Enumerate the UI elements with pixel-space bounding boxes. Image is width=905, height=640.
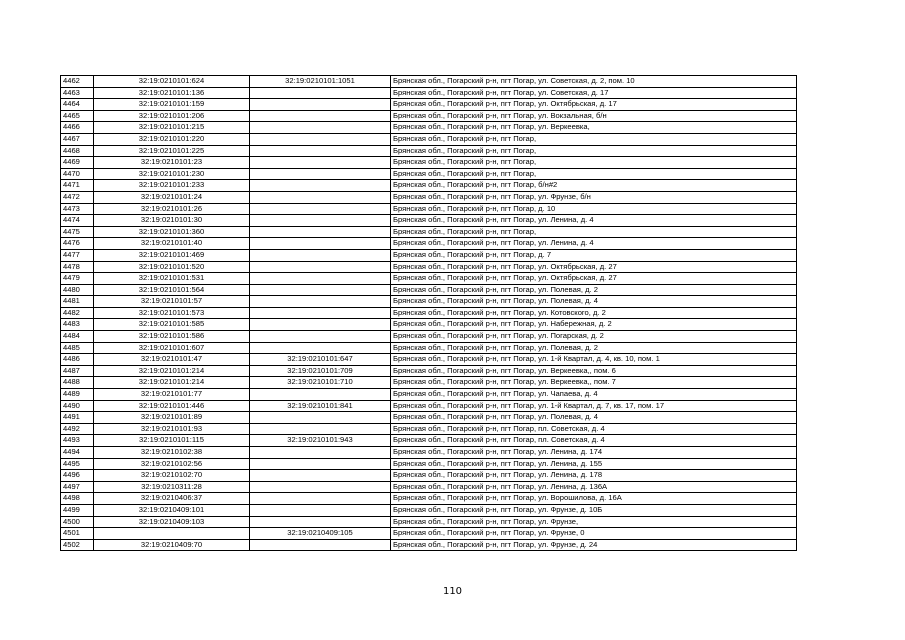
address-cell: Брянская обл., Погарский р-н, пгт Погар, ул. 1-й Квартал, д. 4, кв. 10, пом. 1 (391, 354, 797, 366)
row-number-cell: 4499 (61, 504, 94, 516)
row-number-cell: 4482 (61, 307, 94, 319)
cadastral-number-cell: 32:19:0210409:70 (94, 539, 250, 551)
table-row (61, 331, 797, 343)
object-number-cell (250, 226, 391, 238)
object-number-cell (250, 273, 391, 285)
table-row (61, 191, 797, 203)
object-number-cell (250, 110, 391, 122)
address-cell: Брянская обл., Погарский р-н, пгт Погар, ул. 1-й Квартал, д. 7, кв. 17, пом. 17 (391, 400, 797, 412)
row-number-cell: 4467 (61, 133, 94, 145)
row-number-cell: 4502 (61, 539, 94, 551)
cadastral-number-cell: 32:19:0210101:77 (94, 389, 250, 401)
cadastral-number-cell: 32:19:0210101:47 (94, 354, 250, 366)
object-number-cell (250, 307, 391, 319)
row-number-cell: 4490 (61, 400, 94, 412)
object-number-cell (250, 87, 391, 99)
row-number-cell: 4473 (61, 203, 94, 215)
address-cell: Брянская обл., Погарский р-н, пгт Погар, ул. Фрунзе, (391, 516, 797, 528)
cadastral-number-cell: 32:19:0210101:115 (94, 435, 250, 447)
cadastral-number-cell: 32:19:0210101:215 (94, 122, 250, 134)
address-cell: Брянская обл., Погарский р-н, пгт Погар, пл. Советская, д. 4 (391, 423, 797, 435)
table-row (61, 354, 797, 366)
object-number-cell (250, 249, 391, 261)
row-number-cell: 4470 (61, 168, 94, 180)
address-cell: Брянская обл., Погарский р-н, пгт Погар, пл. Советская, д. 4 (391, 435, 797, 447)
address-cell: Брянская обл., Погарский р-н, пгт Погар, ул. Вокзальная, б/н (391, 110, 797, 122)
table-row (61, 238, 797, 250)
table-row (61, 261, 797, 273)
object-number-cell (250, 458, 391, 470)
cadastral-number-cell: 32:19:0210101:93 (94, 423, 250, 435)
cadastral-number-cell: 32:19:0210101:57 (94, 296, 250, 308)
cadastral-number-cell: 32:19:0210101:30 (94, 215, 250, 227)
table-row (61, 76, 797, 88)
address-cell: Брянская обл., Погарский р-н, пгт Погар, ул. Ленина, д. 4 (391, 215, 797, 227)
row-number-cell: 4475 (61, 226, 94, 238)
table-row (61, 516, 797, 528)
address-cell: Брянская обл., Погарский р-н, пгт Погар, ул. Полевая, д. 2 (391, 342, 797, 354)
object-number-cell (250, 296, 391, 308)
row-number-cell: 4466 (61, 122, 94, 134)
object-number-cell (250, 331, 391, 343)
object-number-cell (250, 133, 391, 145)
table-row (61, 157, 797, 169)
object-number-cell (250, 504, 391, 516)
address-cell: Брянская обл., Погарский р-н, пгт Погар, ул. Веркеевка,, пом. 7 (391, 377, 797, 389)
object-number-cell (250, 261, 391, 273)
address-cell: Брянская обл., Погарский р-н, пгт Погар, ул. Ленина, д. 174 (391, 447, 797, 459)
table-row (61, 412, 797, 424)
address-cell: Брянская обл., Погарский р-н, пгт Погар, б/н#2 (391, 180, 797, 192)
table-row (61, 539, 797, 551)
address-cell: Брянская обл., Погарский р-н, пгт Погар, (391, 226, 797, 238)
table-row (61, 377, 797, 389)
address-cell: Брянская обл., Погарский р-н, пгт Погар, ул. Октябрьская, д. 27 (391, 261, 797, 273)
table-row (61, 470, 797, 482)
cadastral-number-cell: 32:19:0210101:585 (94, 319, 250, 331)
address-cell: Брянская обл., Погарский р-н, пгт Погар, ул. Ленина, д. 155 (391, 458, 797, 470)
table-row (61, 249, 797, 261)
object-number-cell (250, 284, 391, 296)
table-row (61, 215, 797, 227)
address-cell: Брянская обл., Погарский р-н, пгт Погар, ул. Погарская, д. 2 (391, 331, 797, 343)
cadastral-number-cell: 32:19:0210101:136 (94, 87, 250, 99)
address-cell: Брянская обл., Погарский р-н, пгт Погар, ул. Чапаева, д. 4 (391, 389, 797, 401)
object-number-cell (250, 238, 391, 250)
object-number-cell (250, 215, 391, 227)
cadastral-number-cell: 32:19:0210101:624 (94, 76, 250, 88)
cadastral-number-cell: 32:19:0210409:103 (94, 516, 250, 528)
object-number-cell: 32:19:0210101:943 (250, 435, 391, 447)
row-number-cell: 4469 (61, 157, 94, 169)
address-cell: Брянская обл., Погарский р-н, пгт Погар, (391, 157, 797, 169)
object-number-cell: 32:19:0210101:647 (250, 354, 391, 366)
object-number-cell (250, 447, 391, 459)
cadastral-number-cell: 32:19:0210102:70 (94, 470, 250, 482)
property-register-table (60, 75, 797, 551)
cadastral-number-cell: 32:19:0210101:40 (94, 238, 250, 250)
table-row (61, 110, 797, 122)
row-number-cell: 4478 (61, 261, 94, 273)
object-number-cell (250, 145, 391, 157)
cadastral-number-cell (94, 528, 250, 540)
cadastral-number-cell: 32:19:0210101:360 (94, 226, 250, 238)
object-number-cell (250, 168, 391, 180)
table-row (61, 273, 797, 285)
address-cell: Брянская обл., Погарский р-н, пгт Погар, д. 10 (391, 203, 797, 215)
page-number: 110 (442, 586, 463, 597)
cadastral-number-cell: 32:19:0210406:37 (94, 493, 250, 505)
table-row (61, 319, 797, 331)
object-number-cell (250, 539, 391, 551)
object-number-cell (250, 157, 391, 169)
cadastral-number-cell: 32:19:0210101:564 (94, 284, 250, 296)
table-row (61, 365, 797, 377)
row-number-cell: 4493 (61, 435, 94, 447)
row-number-cell: 4477 (61, 249, 94, 261)
address-cell: Брянская обл., Погарский р-н, пгт Погар, ул. Веркеевка, (391, 122, 797, 134)
cadastral-number-cell: 32:19:0210311:28 (94, 481, 250, 493)
row-number-cell: 4491 (61, 412, 94, 424)
row-number-cell: 4496 (61, 470, 94, 482)
cadastral-number-cell: 32:19:0210101:206 (94, 110, 250, 122)
table-row (61, 481, 797, 493)
table-row (61, 504, 797, 516)
cadastral-number-cell: 32:19:0210101:586 (94, 331, 250, 343)
cadastral-number-cell: 32:19:0210101:233 (94, 180, 250, 192)
table-row (61, 296, 797, 308)
table-row (61, 389, 797, 401)
object-number-cell (250, 516, 391, 528)
object-number-cell (250, 191, 391, 203)
cadastral-number-cell: 32:19:0210101:26 (94, 203, 250, 215)
table-row (61, 145, 797, 157)
row-number-cell: 4476 (61, 238, 94, 250)
table-row (61, 423, 797, 435)
cadastral-number-cell: 32:19:0210101:220 (94, 133, 250, 145)
cadastral-number-cell: 32:19:0210101:446 (94, 400, 250, 412)
address-cell: Брянская обл., Погарский р-н, пгт Погар, ул. Фрунзе, 0 (391, 528, 797, 540)
address-cell: Брянская обл., Погарский р-н, пгт Погар, (391, 168, 797, 180)
table-row (61, 180, 797, 192)
object-number-cell (250, 99, 391, 111)
row-number-cell: 4497 (61, 481, 94, 493)
table-row (61, 307, 797, 319)
row-number-cell: 4488 (61, 377, 94, 389)
table-row (61, 122, 797, 134)
row-number-cell: 4495 (61, 458, 94, 470)
table-row (61, 493, 797, 505)
object-number-cell (250, 470, 391, 482)
row-number-cell: 4498 (61, 493, 94, 505)
table-row (61, 435, 797, 447)
row-number-cell: 4492 (61, 423, 94, 435)
address-cell: Брянская обл., Погарский р-н, пгт Погар, (391, 145, 797, 157)
row-number-cell: 4471 (61, 180, 94, 192)
table-row (61, 458, 797, 470)
address-cell: Брянская обл., Погарский р-н, пгт Погар, ул. Октябрьская, д. 27 (391, 273, 797, 285)
address-cell: Брянская обл., Погарский р-н, пгт Погар, ул. Ленина, д. 178 (391, 470, 797, 482)
table-row (61, 400, 797, 412)
cadastral-number-cell: 32:19:0210101:607 (94, 342, 250, 354)
address-cell: Брянская обл., Погарский р-н, пгт Погар, д. 7 (391, 249, 797, 261)
row-number-cell: 4480 (61, 284, 94, 296)
row-number-cell: 4468 (61, 145, 94, 157)
table-body (61, 76, 797, 551)
address-cell: Брянская обл., Погарский р-н, пгт Погар, (391, 133, 797, 145)
address-cell: Брянская обл., Погарский р-н, пгт Погар, ул. Октябрьская, д. 17 (391, 99, 797, 111)
object-number-cell (250, 412, 391, 424)
object-number-cell (250, 122, 391, 134)
cadastral-number-cell: 32:19:0210102:38 (94, 447, 250, 459)
table-row (61, 226, 797, 238)
address-cell: Брянская обл., Погарский р-н, пгт Погар, ул. Полевая, д. 2 (391, 284, 797, 296)
row-number-cell: 4494 (61, 447, 94, 459)
address-cell: Брянская обл., Погарский р-н, пгт Погар, ул. Котовского, д. 2 (391, 307, 797, 319)
row-number-cell: 4487 (61, 365, 94, 377)
table-row (61, 447, 797, 459)
row-number-cell: 4479 (61, 273, 94, 285)
address-cell: Брянская обл., Погарский р-н, пгт Погар, ул. Полевая, д. 4 (391, 412, 797, 424)
table-row (61, 87, 797, 99)
cadastral-number-cell: 32:19:0210101:573 (94, 307, 250, 319)
table-row (61, 284, 797, 296)
row-number-cell: 4463 (61, 87, 94, 99)
address-cell: Брянская обл., Погарский р-н, пгт Погар, ул. Советская, д. 17 (391, 87, 797, 99)
object-number-cell (250, 180, 391, 192)
cadastral-number-cell: 32:19:0210101:469 (94, 249, 250, 261)
row-number-cell: 4462 (61, 76, 94, 88)
cadastral-number-cell: 32:19:0210101:214 (94, 377, 250, 389)
row-number-cell: 4481 (61, 296, 94, 308)
address-cell: Брянская обл., Погарский р-н, пгт Погар, ул. Ленина, д. 4 (391, 238, 797, 250)
cadastral-number-cell: 32:19:0210101:225 (94, 145, 250, 157)
object-number-cell: 32:19:0210101:709 (250, 365, 391, 377)
table-row (61, 342, 797, 354)
address-cell: Брянская обл., Погарский р-н, пгт Погар, ул. Полевая, д. 4 (391, 296, 797, 308)
table-row (61, 528, 797, 540)
row-number-cell: 4483 (61, 319, 94, 331)
row-number-cell: 4472 (61, 191, 94, 203)
row-number-cell: 4501 (61, 528, 94, 540)
row-number-cell: 4486 (61, 354, 94, 366)
cadastral-number-cell: 32:19:0210101:520 (94, 261, 250, 273)
cadastral-number-cell: 32:19:0210409:101 (94, 504, 250, 516)
row-number-cell: 4485 (61, 342, 94, 354)
row-number-cell: 4465 (61, 110, 94, 122)
address-cell: Брянская обл., Погарский р-н, пгт Погар, ул. Советская, д. 2, пом. 10 (391, 76, 797, 88)
object-number-cell: 32:19:0210101:710 (250, 377, 391, 389)
object-number-cell (250, 319, 391, 331)
address-cell: Брянская обл., Погарский р-н, пгт Погар, ул. Фрунзе, д. 10Б (391, 504, 797, 516)
table-row (61, 99, 797, 111)
address-cell: Брянская обл., Погарский р-н, пгт Погар, ул. Фрунзе, б/н (391, 191, 797, 203)
table-row (61, 133, 797, 145)
row-number-cell: 4464 (61, 99, 94, 111)
table-row (61, 203, 797, 215)
object-number-cell (250, 389, 391, 401)
object-number-cell (250, 493, 391, 505)
object-number-cell (250, 481, 391, 493)
object-number-cell: 32:19:0210101:1051 (250, 76, 391, 88)
cadastral-number-cell: 32:19:0210101:89 (94, 412, 250, 424)
cadastral-number-cell: 32:19:0210101:23 (94, 157, 250, 169)
cadastral-number-cell: 32:19:0210101:214 (94, 365, 250, 377)
row-number-cell: 4484 (61, 331, 94, 343)
cadastral-number-cell: 32:19:0210102:56 (94, 458, 250, 470)
address-cell: Брянская обл., Погарский р-н, пгт Погар, ул. Фрунзе, д. 24 (391, 539, 797, 551)
cadastral-number-cell: 32:19:0210101:230 (94, 168, 250, 180)
row-number-cell: 4489 (61, 389, 94, 401)
object-number-cell (250, 342, 391, 354)
object-number-cell (250, 423, 391, 435)
address-cell: Брянская обл., Погарский р-н, пгт Погар, ул. Набережная, д. 2 (391, 319, 797, 331)
address-cell: Брянская обл., Погарский р-н, пгт Погар, ул. Веркеевка,, пом. 6 (391, 365, 797, 377)
object-number-cell: 32:19:0210101:841 (250, 400, 391, 412)
row-number-cell: 4500 (61, 516, 94, 528)
object-number-cell (250, 203, 391, 215)
object-number-cell: 32:19:0210409:105 (250, 528, 391, 540)
cadastral-number-cell: 32:19:0210101:531 (94, 273, 250, 285)
address-cell: Брянская обл., Погарский р-н, пгт Погар, ул. Ворошилова, д. 16А (391, 493, 797, 505)
address-cell: Брянская обл., Погарский р-н, пгт Погар, ул. Ленина, д. 136А (391, 481, 797, 493)
cadastral-number-cell: 32:19:0210101:24 (94, 191, 250, 203)
row-number-cell: 4474 (61, 215, 94, 227)
table-row (61, 168, 797, 180)
cadastral-number-cell: 32:19:0210101:159 (94, 99, 250, 111)
